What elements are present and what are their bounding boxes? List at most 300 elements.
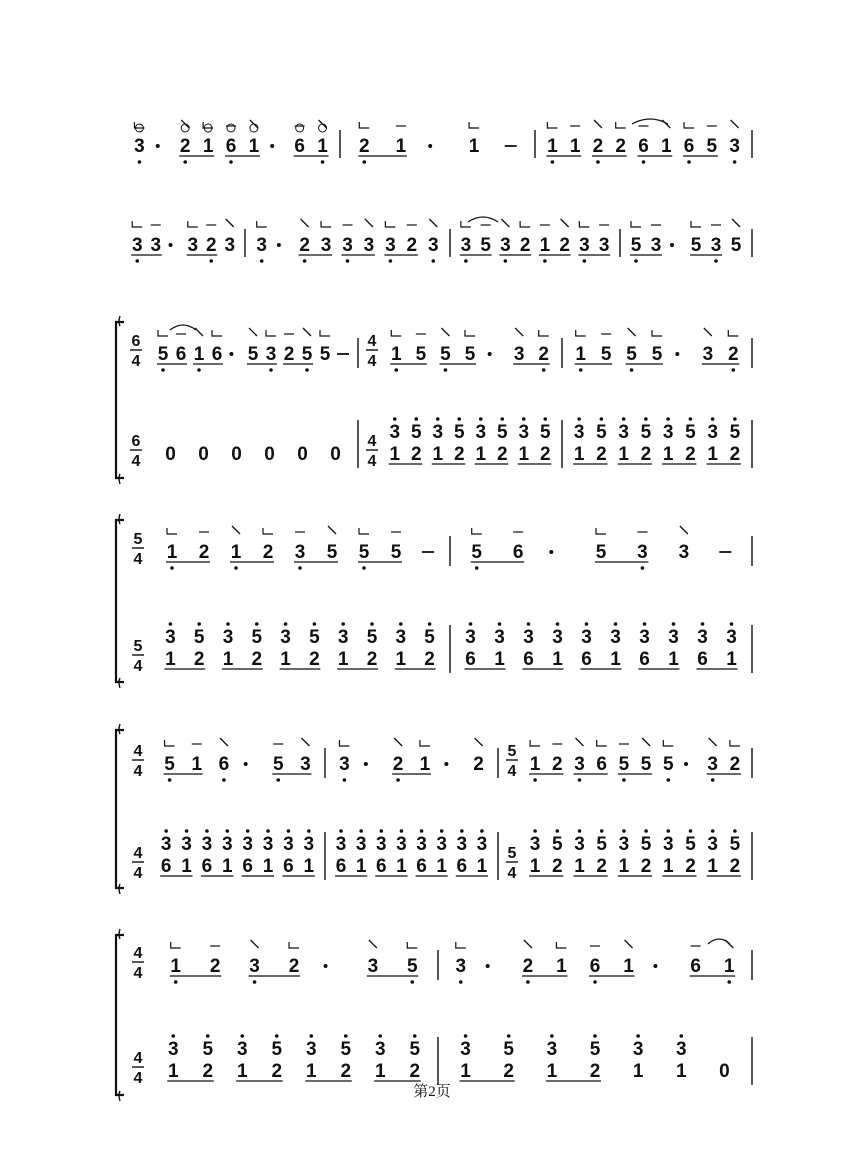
- octave-dot: [550, 1034, 554, 1038]
- jianpu-note: 5: [600, 344, 612, 365]
- jianpu-note: 2: [552, 754, 563, 775]
- octave-dot: [667, 829, 671, 833]
- jianpu-note: 2: [262, 542, 274, 563]
- jianpu-note: 6: [589, 956, 601, 977]
- octave-dot: [714, 259, 718, 263]
- chord-lower-note: 1: [389, 444, 401, 465]
- octave-dot: [500, 417, 504, 421]
- chord-upper-note: 3: [726, 627, 737, 648]
- chord-upper-note: 3: [675, 1039, 687, 1060]
- chord-upper-note: 5: [552, 834, 563, 855]
- jianpu-note: 1: [166, 542, 178, 563]
- jianpu-note: 1: [230, 542, 242, 563]
- jianpu-note: 5: [730, 235, 742, 256]
- fingering-hook: [257, 221, 267, 227]
- fingering-hook: [579, 221, 589, 227]
- jianpu-note: 5: [464, 344, 476, 365]
- jianpu-note: 1: [395, 136, 407, 157]
- fingering-slash: [301, 219, 309, 227]
- fingering-slash: [232, 526, 240, 534]
- jianpu-note: 1: [539, 235, 551, 256]
- octave-dot: [600, 829, 604, 833]
- octave-dot: [679, 1034, 683, 1038]
- jianpu-note: 2: [288, 956, 300, 977]
- octave-dot: [600, 417, 604, 421]
- jianpu-note: 5: [301, 344, 313, 365]
- jianpu-note: 0: [264, 444, 275, 465]
- octave-dot: [666, 417, 670, 421]
- jianpu-note: 5: [164, 754, 175, 775]
- time-signature-top: 4: [367, 433, 377, 450]
- chord-upper-note: 5: [589, 1039, 601, 1060]
- fingering-slash: [328, 526, 336, 534]
- chord-lower-note: 1: [618, 856, 630, 877]
- jianpu-note: 5: [440, 344, 451, 365]
- augmentation-dot: [675, 352, 679, 356]
- chord-lower-note: 1: [236, 1061, 248, 1082]
- octave-dot: [138, 160, 142, 164]
- octave-dot: [644, 417, 648, 421]
- chord-upper-note: 3: [303, 834, 315, 855]
- octave-dot: [428, 622, 432, 626]
- fingering-hook: [407, 942, 417, 948]
- chord-upper-note: 5: [503, 1039, 515, 1060]
- time-signature-top: 5: [507, 743, 517, 760]
- time-signature-bottom: 4: [133, 865, 143, 882]
- chord-lower-note: 6: [639, 649, 650, 670]
- chord-lower-note: 2: [496, 444, 508, 465]
- chord-lower-note: 2: [340, 1061, 352, 1082]
- chord-upper-note: 5: [409, 1039, 421, 1060]
- fingering-hook: [472, 528, 482, 534]
- jianpu-note: 2: [359, 136, 370, 157]
- jianpu-note: 5: [319, 344, 331, 365]
- augmentation-dot: [486, 964, 490, 968]
- octave-dot: [399, 622, 403, 626]
- augmentation-dot: [364, 762, 368, 766]
- chord-lower-note: 1: [662, 444, 674, 465]
- fingering-slash: [515, 328, 523, 336]
- jianpu-note: 1: [248, 136, 260, 157]
- jianpu-note: 3: [574, 754, 585, 775]
- fingering-slash: [394, 738, 402, 746]
- time-signature-top: 4: [133, 743, 143, 760]
- chord-upper-note: 3: [610, 627, 621, 648]
- chord-lower-note: 1: [573, 444, 585, 465]
- octave-dot: [343, 778, 347, 782]
- fingering-hook: [456, 942, 466, 948]
- note-layer: [132, 130, 752, 1087]
- jianpu-note: 2: [473, 754, 484, 775]
- octave-dot: [380, 829, 384, 833]
- chord-upper-note: 3: [222, 834, 233, 855]
- octave-dot: [260, 259, 264, 263]
- chord-upper-note: 3: [395, 627, 407, 648]
- chord-lower-note: 6: [242, 856, 253, 877]
- chord-upper-note: 3: [416, 834, 427, 855]
- chord-lower-note: 1: [303, 856, 315, 877]
- chord-upper-note: 5: [453, 422, 465, 443]
- octave-dot: [305, 368, 309, 372]
- jianpu-note: 5: [358, 542, 370, 563]
- slur-arc: [170, 325, 196, 330]
- octave-dot: [205, 829, 209, 833]
- chord-upper-note: 3: [465, 627, 476, 648]
- fingering-hook: [289, 942, 299, 948]
- jianpu-note: 5: [247, 344, 259, 365]
- jianpu-note: 5: [626, 344, 637, 365]
- chord-single-note: 0: [719, 1061, 730, 1082]
- chord-lower-note: 1: [668, 649, 679, 670]
- time-signature-bottom: 4: [133, 763, 143, 780]
- chord-lower-note: 6: [581, 649, 592, 670]
- fingering-hook: [469, 122, 479, 128]
- octave-dot: [464, 1034, 468, 1038]
- jianpu-note: 6: [596, 754, 607, 775]
- fingering-hook: [339, 740, 349, 746]
- octave-dot: [701, 622, 705, 626]
- fingering-hook: [547, 122, 557, 128]
- chord-lower-note: 6: [376, 856, 387, 877]
- chord-lower-note: 1: [396, 856, 407, 877]
- octave-dot: [389, 259, 393, 263]
- jianpu-note: 3: [134, 136, 145, 157]
- fingering-slash: [680, 526, 688, 534]
- chord-upper-note: 3: [460, 1039, 471, 1060]
- time-signature-top: 4: [133, 845, 143, 862]
- chord-upper-note: 3: [167, 1039, 179, 1060]
- chord-upper-note: 3: [529, 834, 541, 855]
- chord-upper-note: 3: [262, 834, 274, 855]
- jianpu-note: 3: [320, 235, 332, 256]
- fingering-hook: [385, 221, 395, 227]
- jianpu-note: 6: [294, 136, 305, 157]
- time-signature-bottom: 4: [507, 763, 517, 780]
- octave-dot: [689, 417, 693, 421]
- jianpu-note: 5: [640, 754, 652, 775]
- chord-upper-note: 5: [596, 422, 607, 443]
- augmentation-dot: [277, 243, 281, 247]
- chord-lower-note: 1: [618, 444, 629, 465]
- octave-dot: [687, 160, 691, 164]
- jianpu-note: 2: [615, 136, 627, 157]
- jianpu-note: 1: [468, 136, 480, 157]
- chord-lower-note: 2: [251, 649, 263, 670]
- fingering-slash: [594, 120, 602, 128]
- octave-dot: [229, 160, 233, 164]
- chord-lower-note: 2: [596, 856, 607, 877]
- chord-upper-note: 3: [639, 627, 650, 648]
- octave-dot: [667, 778, 671, 782]
- octave-dot: [480, 829, 484, 833]
- chord-lower-note: 6: [523, 649, 534, 670]
- chord-upper-note: 3: [707, 422, 718, 443]
- jianpu-note: 5: [157, 344, 169, 365]
- octave-dot: [209, 259, 213, 263]
- jianpu-note: 2: [209, 956, 221, 977]
- jianpu-note: 2: [538, 344, 550, 365]
- octave-dot: [614, 622, 618, 626]
- octave-dot: [556, 622, 560, 626]
- octave-dot: [313, 622, 317, 626]
- chord-lower-note: 2: [409, 1061, 421, 1082]
- time-signature-top: 5: [507, 845, 517, 862]
- chord-upper-note: 3: [546, 1039, 558, 1060]
- chord-lower-note: 1: [337, 649, 349, 670]
- jianpu-note: 5: [272, 754, 284, 775]
- chord-upper-note: 5: [271, 1039, 283, 1060]
- jianpu-note: 3: [455, 956, 467, 977]
- chord-lower-note: 6: [335, 856, 347, 877]
- chord-lower-note: 2: [503, 1061, 515, 1082]
- octave-dot: [414, 417, 418, 421]
- chord-lower-note: 1: [165, 649, 176, 670]
- fingering-hook: [359, 528, 369, 534]
- chord-upper-note: 3: [376, 834, 387, 855]
- chord-upper-note: 5: [640, 834, 652, 855]
- jianpu-note: 3: [710, 235, 722, 256]
- chord-upper-note: 3: [335, 834, 347, 855]
- chord-lower-note: 6: [283, 856, 294, 877]
- jianpu-note: 3: [637, 542, 648, 563]
- chord-upper-note: 5: [685, 834, 696, 855]
- fingering-hook: [556, 942, 566, 948]
- augmentation-dot: [684, 762, 688, 766]
- octave-dot: [593, 980, 597, 984]
- octave-dot: [276, 778, 280, 782]
- octave-dot: [533, 829, 537, 833]
- slur-arc: [468, 217, 498, 222]
- chord-lower-note: 1: [707, 444, 718, 465]
- octave-dot: [359, 829, 363, 833]
- octave-dot: [197, 368, 201, 372]
- system-bracket: [116, 935, 124, 1095]
- chord-lower-note: 1: [726, 649, 737, 670]
- jianpu-note: 3: [650, 235, 662, 256]
- jianpu-note: 2: [198, 542, 210, 563]
- time-signature-top: 6: [131, 433, 141, 450]
- jianpu-note: 0: [165, 444, 176, 465]
- chord-upper-note: 5: [193, 627, 205, 648]
- chord-upper-note: 5: [640, 422, 652, 443]
- octave-dot: [577, 417, 581, 421]
- octave-dot: [533, 778, 537, 782]
- chord-lower-note: 1: [546, 1061, 558, 1082]
- chord-lower-note: 1: [460, 1061, 471, 1082]
- harmonic-circle: [319, 124, 327, 132]
- jianpu-note: 0: [198, 444, 209, 465]
- jianpu-note: 1: [623, 956, 634, 977]
- octave-dot: [344, 1034, 348, 1038]
- time-signature-bottom: 4: [133, 658, 143, 675]
- jianpu-note: 6: [175, 344, 187, 365]
- chord-lower-note: 6: [416, 856, 427, 877]
- jianpu-note: 1: [660, 136, 672, 157]
- chord-upper-note: 5: [424, 627, 435, 648]
- fingering-hook: [321, 221, 331, 227]
- jianpu-note: 2: [283, 344, 295, 365]
- chord-lower-note: 2: [193, 649, 205, 670]
- octave-dot: [321, 160, 325, 164]
- fingering-slash: [731, 120, 739, 128]
- octave-dot: [169, 622, 173, 626]
- jianpu-note: 2: [392, 754, 404, 775]
- chord-upper-note: 5: [596, 834, 607, 855]
- jianpu-note: 2: [406, 235, 418, 256]
- jianpu-note: 3: [339, 754, 350, 775]
- octave-dot: [730, 622, 734, 626]
- jianpu-note: 6: [211, 344, 223, 365]
- augmentation-dot: [270, 144, 274, 148]
- octave-dot: [641, 566, 645, 570]
- chord-upper-note: 5: [340, 1039, 352, 1060]
- chord-lower-note: 2: [271, 1061, 283, 1082]
- page-number: 第2页: [413, 1084, 451, 1100]
- jianpu-note: 3: [579, 235, 590, 256]
- octave-dot: [733, 160, 737, 164]
- chord-lower-note: 1: [262, 856, 274, 877]
- jianpu-note: 1: [390, 344, 402, 365]
- chord-upper-note: 5: [251, 627, 263, 648]
- fingering-hook: [320, 330, 330, 336]
- chord-lower-note: 6: [697, 649, 708, 670]
- octave-dot: [164, 829, 168, 833]
- jianpu-note: 3: [342, 235, 353, 256]
- octave-dot: [183, 160, 187, 164]
- jianpu-note: 3: [500, 235, 511, 256]
- octave-dot: [479, 417, 483, 421]
- chord-lower-note: 2: [596, 444, 607, 465]
- fingering-slash: [220, 738, 228, 746]
- jianpu-note: 1: [317, 136, 328, 157]
- chord-lower-note: 1: [663, 856, 674, 877]
- chord-lower-note: 1: [374, 1061, 386, 1082]
- augmentation-dot: [428, 144, 432, 148]
- fingering-hook: [132, 221, 142, 227]
- time-signature-bottom: 4: [131, 453, 141, 470]
- octave-dot: [253, 980, 257, 984]
- chord-upper-note: 5: [729, 422, 741, 443]
- octave-dot: [341, 622, 345, 626]
- jianpu-note: 3: [729, 136, 740, 157]
- chord-upper-note: 3: [280, 627, 291, 648]
- fingering-hook: [652, 330, 662, 336]
- jianpu-note: 0: [297, 444, 308, 465]
- octave-dot: [362, 566, 366, 570]
- octave-dot: [255, 622, 259, 626]
- fingering-slash: [524, 940, 532, 948]
- jianpu-note: 1: [547, 136, 558, 157]
- chord-lower-note: 6: [465, 649, 476, 670]
- fingering-slash: [625, 940, 633, 948]
- jianpu-note: 3: [363, 235, 375, 256]
- chord-single-note: 1: [675, 1061, 687, 1082]
- slur-arc: [708, 939, 730, 944]
- chord-lower-note: 1: [475, 444, 487, 465]
- octave-dot: [733, 417, 737, 421]
- jianpu-note: 3: [513, 344, 525, 365]
- chord-lower-note: 1: [529, 856, 541, 877]
- chord-upper-note: 3: [574, 834, 585, 855]
- chord-upper-note: 3: [165, 627, 176, 648]
- chord-upper-note: 3: [432, 422, 444, 443]
- chord-upper-note: 5: [309, 627, 320, 648]
- chord-upper-note: 3: [222, 627, 234, 648]
- octave-dot: [410, 980, 414, 984]
- chord-lower-note: 2: [640, 856, 652, 877]
- fingering-hook: [167, 528, 177, 534]
- time-signature-bottom: 4: [131, 353, 141, 370]
- octave-dot: [226, 829, 230, 833]
- octave-dot: [504, 259, 508, 263]
- jianpu-note: 2: [205, 235, 217, 256]
- fingering-hook: [359, 122, 369, 128]
- chord-lower-note: 1: [518, 444, 530, 465]
- octave-dot: [689, 829, 693, 833]
- jianpu-note: 5: [406, 956, 418, 977]
- jianpu-note: 1: [202, 136, 214, 157]
- octave-dot: [170, 566, 174, 570]
- octave-dot: [644, 829, 648, 833]
- octave-dot: [444, 368, 448, 372]
- jianpu-note: 3: [131, 235, 143, 256]
- octave-dot: [346, 259, 350, 263]
- jianpu-note: 1: [419, 754, 431, 775]
- harmonic-circle: [296, 124, 304, 132]
- octave-dot: [459, 980, 463, 984]
- octave-dot: [583, 259, 587, 263]
- chord-upper-note: 3: [242, 834, 253, 855]
- chord-lower-note: 2: [202, 1061, 214, 1082]
- jianpu-note: 5: [706, 136, 718, 157]
- fingering-hook: [391, 330, 401, 336]
- jianpu-note: 3: [598, 235, 610, 256]
- octave-dot: [266, 829, 270, 833]
- augmentation-dot: [670, 243, 674, 247]
- jianpu-note: 6: [638, 136, 649, 157]
- chord-upper-note: 3: [618, 834, 630, 855]
- time-signature-top: 5: [133, 531, 143, 548]
- jianpu-note: 3: [367, 956, 379, 977]
- time-signature-top: 4: [367, 333, 377, 350]
- chord-upper-note: 5: [366, 627, 378, 648]
- jianpu-note: 5: [690, 235, 702, 256]
- chord-upper-note: 3: [181, 834, 192, 855]
- jianpu-note: 5: [595, 542, 607, 563]
- time-signature-top: 5: [133, 638, 143, 655]
- jianpu-note: 3: [385, 235, 396, 256]
- chord-upper-note: 3: [305, 1039, 317, 1060]
- jianpu-note: 6: [690, 956, 701, 977]
- chord-lower-note: 2: [453, 444, 465, 465]
- jianpu-note: 3: [460, 235, 472, 256]
- octave-dot: [298, 566, 302, 570]
- fingering-slash: [195, 328, 203, 336]
- ornament-layer: [116, 119, 741, 1101]
- octave-dot: [543, 417, 547, 421]
- chord-upper-note: 3: [573, 422, 585, 443]
- jianpu-note: 2: [522, 956, 534, 977]
- chord-upper-note: 3: [518, 422, 530, 443]
- harmonic-circle: [181, 124, 189, 132]
- fingering-hook: [663, 740, 673, 746]
- time-signature-bottom: 4: [133, 965, 143, 982]
- harmonic-circle: [227, 124, 235, 132]
- octave-dot: [171, 1034, 175, 1038]
- octave-dot: [711, 829, 715, 833]
- time-signature-bottom: 4: [367, 353, 377, 370]
- chord-upper-note: 3: [707, 834, 718, 855]
